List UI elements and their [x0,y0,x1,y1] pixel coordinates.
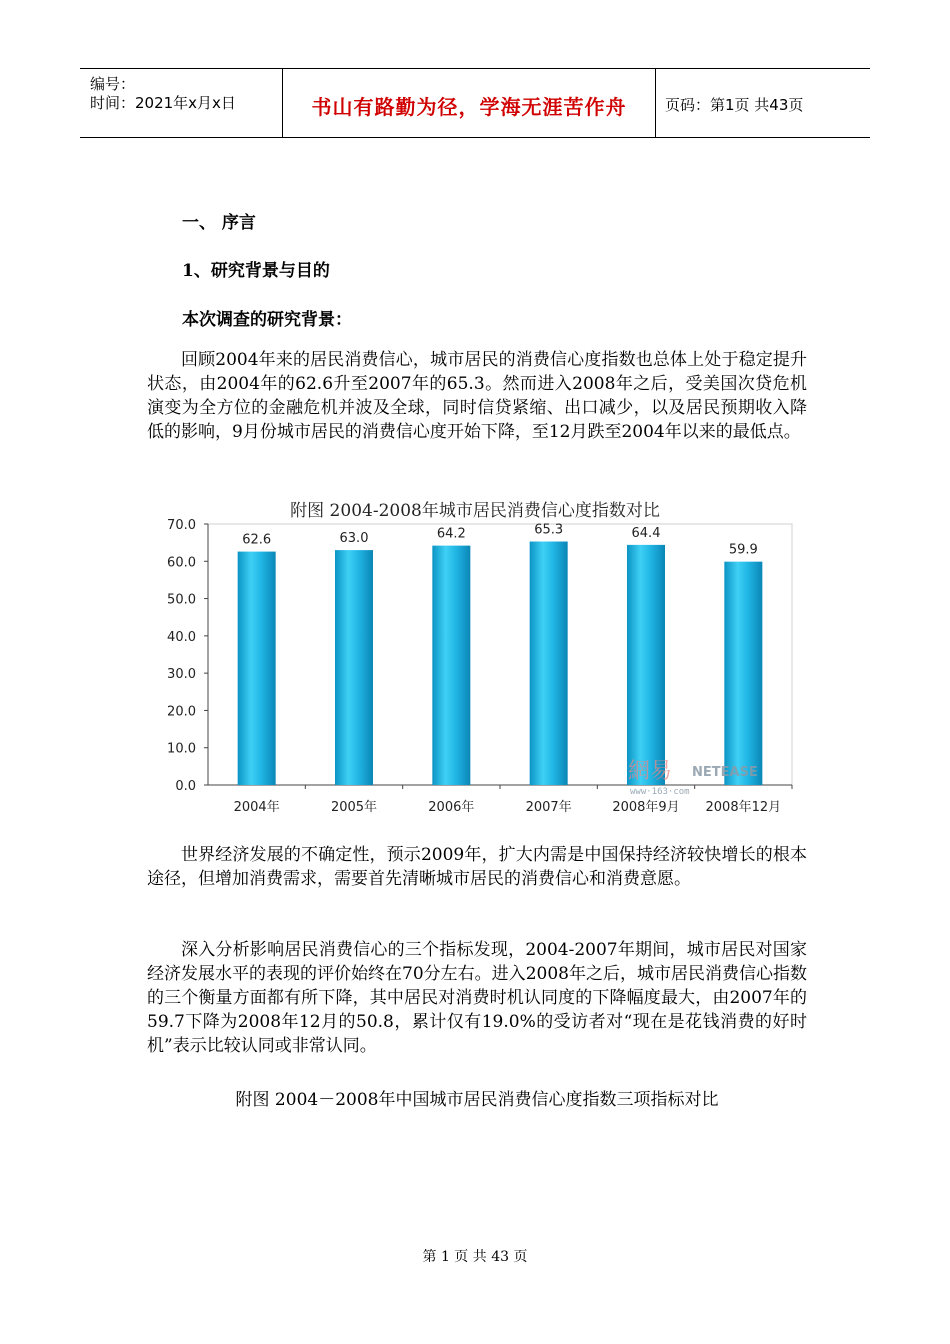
data-label: 59.9 [728,542,758,558]
chart-title: 附图 2004-2008年城市居民消费信心度指数对比 [290,501,660,521]
x-tick-label: 2007年 [525,800,572,815]
x-tick-label: 2008年12月 [705,800,782,815]
bar [530,542,568,785]
bar-chart [160,514,800,826]
section-heading: 一、 序言 [182,213,256,233]
y-tick-label: 30.0 [167,667,196,683]
data-label: 63.0 [339,531,369,547]
bar [238,552,276,785]
page-footer: 第 1 页 共 43 页 [422,1249,528,1265]
bar [335,550,373,785]
y-tick-label: 60.0 [167,555,196,571]
bar [724,562,762,785]
watermark-logo-brand: NETEASE [692,765,758,780]
data-label: 64.4 [631,525,661,541]
data-label: 64.2 [436,526,466,542]
watermark-logo-url: www·163·com [630,787,690,797]
x-tick-label: 2006年 [428,800,475,815]
header-motto-cell [282,69,656,137]
header-page-cell [655,69,870,137]
x-tick-label: 2008年9月 [612,800,680,815]
paragraph-analysis: 深入分析影响居民消费信心的三个指标发现，2004-2007年期间，城市居民对国家经济发展水平的表现的评价始终在70分左右。进入2008年之后，城市居民消费信心指数的三个衡量方面都有所下降，其中居民对消费时机认同度的下降幅度最大，由2007年的59.7下降为2008年12月的50.8，累计仅有19.0%的受访者对“现在是花钱消费的好时机”表示比较认同或非常认同。 [147,940,807,1056]
code-label: 编号： [90,75,136,93]
bar [432,546,470,785]
bar [627,545,665,785]
x-tick-label: 2004年 [233,800,280,815]
x-tick-label: 2005年 [330,800,378,815]
time-label: 时间：2021年x月x日 [90,94,236,112]
subsection-heading: 1、研究背景与目的 [182,261,330,281]
motto: 书山有路勤为径，学海无涯苦作舟 [311,95,627,119]
y-tick-label: 20.0 [167,704,196,720]
y-tick-label: 70.0 [167,518,196,533]
chart-caption-2: 附图 2004－2008年中国城市居民消费信心度指数三项指标对比 [235,1090,719,1110]
plot-area [208,524,792,785]
y-tick-label: 50.0 [167,592,196,608]
data-label: 62.6 [242,532,272,548]
paragraph-outlook: 世界经济发展的不确定性，预示2009年，扩大内需是中国保持经济较快增长的根本途径，但增加消费需求，需要首先清晰城市居民的消费信心和消费意愿。 [147,845,807,889]
y-tick-label: 0.0 [175,779,196,794]
paragraph-background: 回顾2004年来的居民消费信心，城市居民的消费信心度指数也总体上处于稳定提升状态，由2004年的62.6升至2007年的65.3。然而进入2008年之后，受美国次贷危机演变为全方位的金融危机并波及全球，同时信贷紧缩、出口减少，以及居民预期收入降低的影响，9月份城市居民的消费信心度开始下降，至12月跌至2004年以来的最低点。 [147,350,807,442]
watermark-logo-cn: 網易 [628,759,673,784]
data-label: 65.3 [534,522,564,538]
document-header [80,68,870,138]
header-meta-cell [80,69,282,137]
y-tick-label: 40.0 [167,629,196,645]
y-tick-label: 10.0 [167,741,196,757]
page-label: 页码：第1页 共43页 [665,96,804,114]
background-heading: 本次调查的研究背景： [182,310,352,330]
